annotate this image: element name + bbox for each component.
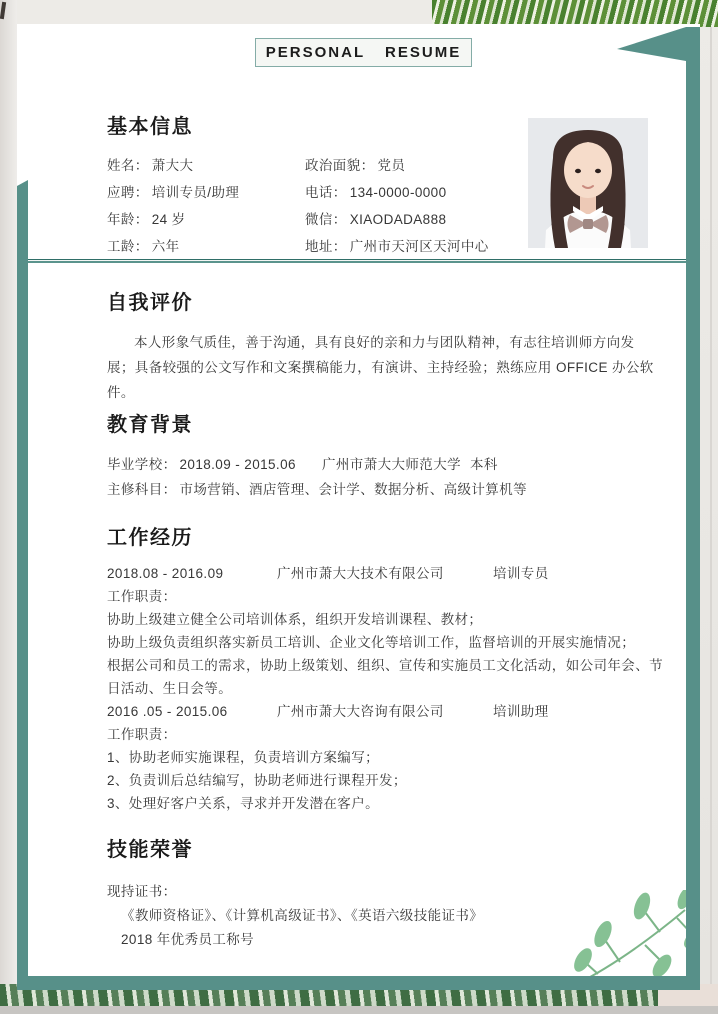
id-photo xyxy=(528,118,648,248)
certificates-line: 《教师资格证》、《计算机高级证书》、《英语六级技能证书》 xyxy=(121,908,484,923)
field-label: 毕业学校： xyxy=(107,457,177,472)
field-label: 政治面貌： xyxy=(305,158,375,173)
job-title: 培训助理 xyxy=(493,704,549,719)
job-duty-label: 工作职责： xyxy=(107,589,177,604)
job-duty: 1、协助老师实施课程，负责培训方案编写； xyxy=(107,750,380,765)
section-heading-basic-info: 基本信息 xyxy=(107,116,193,138)
job-duty: 3、处理好客户关系，寻求并开发潜在客户。 xyxy=(107,796,380,811)
job-company: 广州市萧大大咨询有限公司 xyxy=(277,704,444,719)
basic-info-left-column xyxy=(107,152,239,260)
frame-right-border xyxy=(686,27,700,990)
field-label: 工龄： xyxy=(107,239,149,254)
frame-left-border xyxy=(17,180,28,990)
certificates-label: 现持证书： xyxy=(107,884,177,899)
section-heading-skills-honors: 技能荣誉 xyxy=(107,839,193,861)
education-period-segment xyxy=(107,452,322,477)
self-evaluation-paragraph: 本人形象气质佳，善于沟通，具有良好的亲和力与团队精神，有志往培训师方向发展；具备较强的公文写作和文案撰稿能力，有演讲、主持经验；熟练应用 OFFICE 办公软件。 xyxy=(107,335,654,400)
field-row xyxy=(107,233,239,260)
field-row xyxy=(305,179,489,206)
job-duty-label: 工作职责： xyxy=(107,727,177,742)
honor-line: 2018 年优秀员工称号 xyxy=(121,932,255,947)
field-value: 134-0000-0000 xyxy=(349,185,447,200)
section-heading-education: 教育背景 xyxy=(107,414,193,436)
field-value: 培训专员/助理 xyxy=(151,185,240,200)
desk-bottom-shadow xyxy=(0,1006,718,1014)
education-school-name: 广州市萧大大师范大学 xyxy=(322,457,461,472)
job-duty: 2、负责训后总结编写，协助老师进行课程开发； xyxy=(107,773,407,788)
desk-left-shading xyxy=(0,0,17,1014)
education-period: 2018.09 - 2015.06 xyxy=(179,457,296,472)
field-label: 姓名： xyxy=(107,158,149,173)
education-school-row xyxy=(107,452,667,477)
resume-title-box xyxy=(255,38,472,67)
field-row xyxy=(107,152,239,179)
job-header-row xyxy=(107,700,664,723)
palm-leaves-top-decoration xyxy=(432,0,718,27)
field-value: 广州市天河区天河中心 xyxy=(349,239,489,254)
frame-corner-wedge xyxy=(617,27,686,61)
field-label: 应聘： xyxy=(107,185,149,200)
field-value: 24 岁 xyxy=(151,212,186,227)
field-label: 电话： xyxy=(305,185,347,200)
job-duty: 根据公司和员工的需求，协助上级策划、组织、宣传和实施员工文化活动，如公司年会、节日活动、生日会等。 xyxy=(107,658,663,696)
education-body xyxy=(107,452,667,502)
job-header-row xyxy=(107,562,664,585)
section-divider xyxy=(28,259,686,263)
field-value: 党员 xyxy=(377,158,406,173)
field-row xyxy=(107,179,239,206)
work-experience-body xyxy=(107,562,664,815)
field-value: 萧大大 xyxy=(151,158,194,173)
field-label: 年龄： xyxy=(107,212,149,227)
job-duty: 协助上级负责组织落实新员工培训、企业文化等培训工作，监督培训的开展实施情况； xyxy=(107,635,636,650)
education-majors: 市场营销、酒店管理、会计学、数据分析、高级计算机等 xyxy=(179,482,527,497)
job-period: 2016 .05 - 2015.06 xyxy=(107,704,228,719)
field-label: 微信： xyxy=(305,212,347,227)
job-period: 2018.08 - 2016.09 xyxy=(107,566,224,581)
section-heading-work-experience: 工作经历 xyxy=(107,527,193,549)
job-company: 广州市萧大大技术有限公司 xyxy=(277,566,444,581)
education-degree: 本科 xyxy=(470,457,498,472)
job-title: 培训专员 xyxy=(493,566,549,581)
field-label: 主修科目： xyxy=(107,482,177,497)
field-value: XIAODADA888 xyxy=(349,212,447,227)
field-row xyxy=(305,206,489,233)
field-value: 六年 xyxy=(151,239,180,254)
section-heading-self-evaluation: 自我评价 xyxy=(107,292,193,314)
resume-sheet xyxy=(17,24,700,990)
field-row xyxy=(305,152,489,179)
field-row xyxy=(305,233,489,260)
field-row xyxy=(107,206,239,233)
basic-info-right-column xyxy=(305,152,489,260)
job-duty: 协助上级建立健全公司培训体系，组织开发培训课程、教材； xyxy=(107,612,483,627)
frame-bottom-border xyxy=(17,976,700,990)
education-major-row xyxy=(107,477,667,502)
resume-title: PERSONAL RESUME xyxy=(265,44,462,61)
leaf-branch-illustration xyxy=(565,890,700,990)
desk-edge-line xyxy=(710,0,712,1014)
field-label: 地址： xyxy=(305,239,347,254)
